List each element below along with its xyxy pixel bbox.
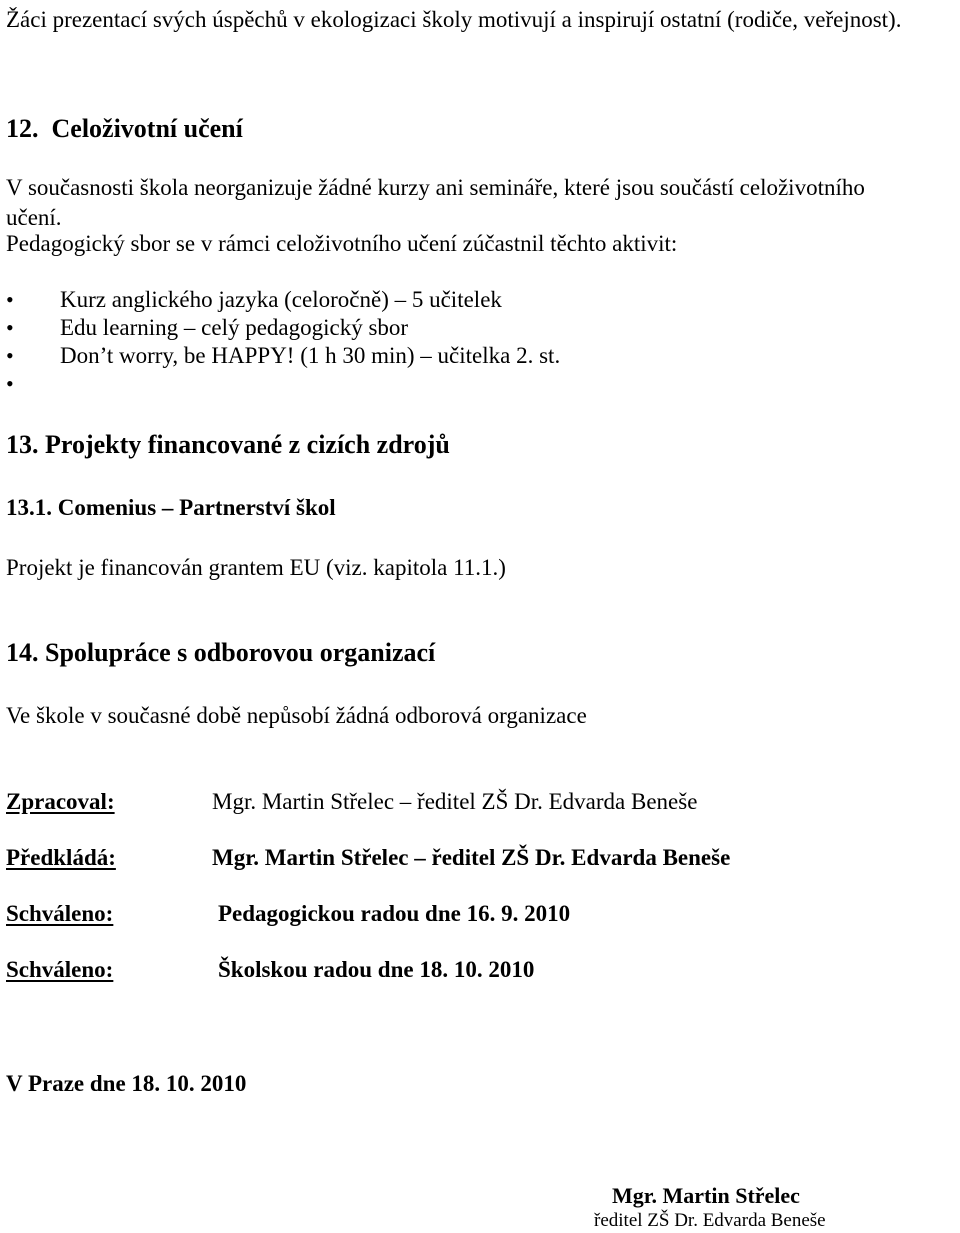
schvaleno-label: Schváleno: (6, 957, 114, 982)
signature-name: Mgr. Martin Střelec (612, 1183, 800, 1208)
signature-role: ředitel ZŠ Dr. Edvarda Beneše (594, 1210, 826, 1231)
section-12-number: 12. (6, 114, 39, 143)
section-13-1-heading: 13.1. Comenius – Partnerství škol (6, 495, 336, 520)
section-13-heading: 13. Projekty financované z cizích zdrojů (6, 430, 450, 459)
bullet-marker: • (6, 315, 14, 340)
place-date: V Praze dne 18. 10. 2010 (6, 1071, 247, 1096)
predklada-value: Mgr. Martin Střelec – ředitel ZŠ Dr. Edvarda Beneše (212, 845, 731, 870)
section-13-paragraph: Projekt je financován grantem EU (viz. kapitola 11.1.) (6, 555, 506, 580)
schvaleno-pedagogicka-rada-value: Pedagogickou radou dne 16. 9. 2010 (218, 901, 571, 926)
section-12-title: Celoživotní učení (51, 114, 243, 143)
bullet-marker: • (6, 371, 14, 396)
list-item: Don’t worry, be HAPPY! (1 h 30 min) – učitelka 2. st. (60, 343, 561, 368)
section-14-paragraph: Ve škole v současné době nepůsobí žádná odborová organizace (6, 703, 587, 728)
section-12-paragraph-line1: V současnosti škola neorganizuje žádné kurzy ani semináře, které jsou součástí celoživotního (6, 175, 865, 200)
bullet-marker: • (6, 287, 14, 312)
bullet-marker: • (6, 343, 14, 368)
section-12-paragraph2: Pedagogický sbor se v rámci celoživotního učení zúčastnil těchto aktivit: (6, 231, 678, 256)
zpracoval-label: Zpracoval: (6, 789, 115, 814)
list-item: Edu learning – celý pedagogický sbor (60, 315, 409, 340)
list-item: Kurz anglického jazyka (celoročně) – 5 učitelek (60, 287, 502, 312)
zpracoval-value: Mgr. Martin Střelec – ředitel ZŠ Dr. Edvarda Beneše (212, 789, 698, 814)
section-12-heading (6, 114, 243, 144)
intro-line: Žáci prezentací svých úspěchů v ekologizaci školy motivují a inspirují ostatní (rodiče, veřejnost). (6, 7, 902, 32)
schvaleno-skolska-rada-value: Školskou radou dne 18. 10. 2010 (218, 957, 535, 982)
section-14-heading: 14. Spolupráce s odborovou organizací (6, 638, 436, 667)
predklada-label: Předkládá: (6, 845, 116, 870)
schvaleno-label: Schváleno: (6, 901, 114, 926)
section-12-paragraph-line2: učení. (6, 205, 62, 230)
